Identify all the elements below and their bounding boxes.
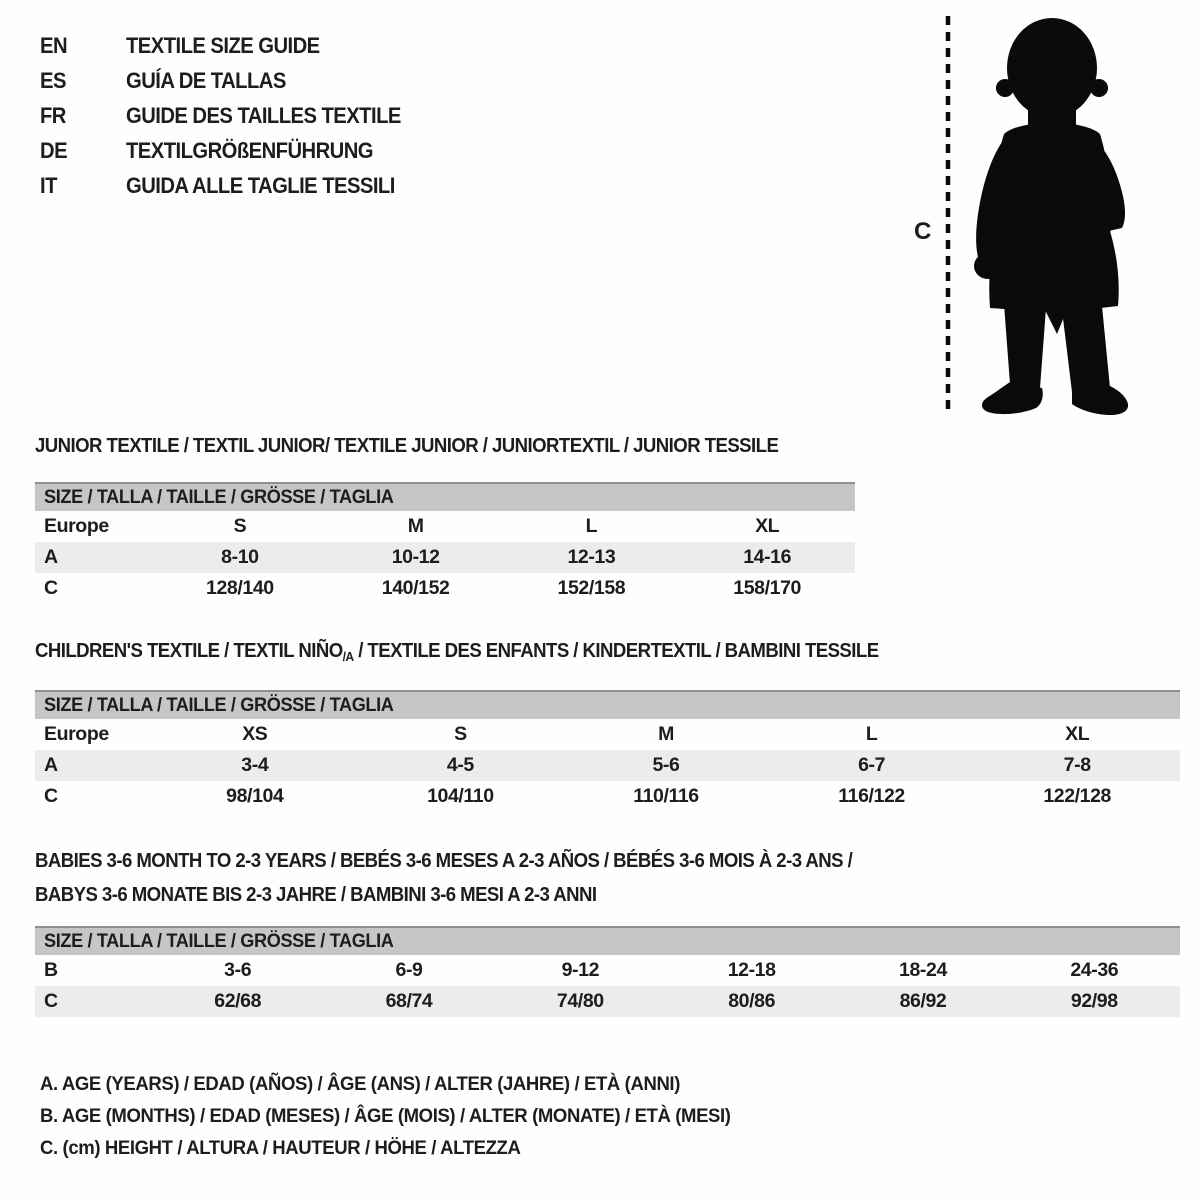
- size-cell: S: [233, 515, 247, 537]
- row-label-b: B: [44, 959, 58, 981]
- height-cell: 128/140: [206, 577, 274, 599]
- children-title-pre: CHILDREN'S TEXTILE / TEXTIL NIÑO: [35, 640, 343, 662]
- height-cell: 116/122: [838, 785, 905, 807]
- guide-title-de: TEXTILGRÖßENFÜHRUNG: [126, 137, 374, 163]
- lang-row-en: [40, 28, 425, 63]
- months-cell: 6-9: [395, 959, 423, 981]
- row-label-europe: Europe: [44, 723, 109, 745]
- age-cell: 8-10: [221, 546, 259, 568]
- age-cell: 10-12: [391, 546, 440, 568]
- size-cell: XS: [242, 723, 268, 745]
- size-cell: M: [658, 723, 674, 745]
- height-cell: 68/74: [385, 990, 433, 1012]
- babies-size-header-band: [35, 926, 1180, 955]
- table-row: [35, 511, 855, 542]
- age-cell: 12-13: [567, 546, 616, 568]
- months-cell: 3-6: [224, 959, 252, 981]
- height-cell: 110/116: [633, 785, 699, 807]
- size-header-label: SIZE / TALLA / TAILLE / GRÖSSE / TAGLIA: [44, 486, 394, 508]
- age-cell: 4-5: [446, 754, 474, 776]
- row-label-c: C: [44, 785, 58, 807]
- babies-title-line2: BABYS 3-6 MONATE BIS 2-3 JAHRE / BAMBINI 3-6 MESI A 2-3 ANNI: [35, 884, 597, 906]
- babies-title-line1: BABIES 3-6 MONTH TO 2-3 YEARS / BEBÉS 3-6 MESES A 2-3 AÑOS / BÉBÉS 3-6 MOIS À 2-3 ANS /: [35, 850, 853, 872]
- months-cell: 9-12: [561, 959, 600, 981]
- language-title-list: [40, 28, 425, 203]
- height-cell: 74/80: [556, 990, 604, 1012]
- lang-row-it: [40, 168, 425, 203]
- height-cell: 152/158: [557, 577, 626, 599]
- lang-code: ES: [40, 67, 66, 93]
- children-title-post: / TEXTILE DES ENFANTS / KINDERTEXTIL / BAMBINI TESSILE: [353, 640, 879, 662]
- row-label-c: C: [44, 577, 58, 599]
- height-cell: 140/152: [381, 577, 450, 599]
- table-row: [35, 542, 855, 573]
- age-cell: 6-7: [858, 754, 886, 776]
- height-cell: 98/104: [226, 785, 284, 807]
- table-row: [35, 719, 1180, 750]
- guide-title-fr: GUIDE DES TAILLES TEXTILE: [126, 102, 401, 128]
- junior-size-header-band: [35, 482, 855, 511]
- height-cell: 86/92: [899, 990, 947, 1012]
- lang-row-de: [40, 133, 425, 168]
- guide-title-es: GUÍA DE TALLAS: [126, 67, 286, 93]
- age-cell: 7-8: [1063, 754, 1091, 776]
- junior-textile-section: [35, 434, 855, 604]
- note-height-cm: C. (cm) HEIGHT / ALTURA / HAUTEUR / HÖHE / ALTEZZA: [40, 1137, 521, 1159]
- note-age-years: A. AGE (YEARS) / EDAD (AÑOS) / ÂGE (ANS) / ALTER (JAHRE) / ETÀ (ANNI): [40, 1073, 681, 1095]
- lang-row-es: [40, 63, 425, 98]
- age-cell: 14-16: [743, 546, 792, 568]
- height-cell: 104/110: [427, 785, 494, 807]
- height-cell: 62/68: [214, 990, 262, 1012]
- table-row: [35, 750, 1180, 781]
- size-cell: S: [454, 723, 467, 745]
- height-cell: 122/128: [1043, 785, 1112, 807]
- legend-notes: [40, 1068, 767, 1164]
- lang-code: DE: [40, 137, 68, 163]
- row-label-a: A: [44, 754, 58, 776]
- toddler-silhouette-icon: [960, 16, 1140, 416]
- children-textile-section: [35, 639, 1180, 812]
- children-table-title: [35, 639, 1100, 665]
- height-cell: 92/98: [1070, 990, 1118, 1012]
- size-header-label: SIZE / TALLA / TAILLE / GRÖSSE / TAGLIA: [44, 930, 394, 952]
- size-cell: XL: [1065, 723, 1090, 745]
- babies-table-title: [35, 844, 1100, 912]
- note-age-months: B. AGE (MONTHS) / EDAD (MESES) / ÂGE (MOIS) / ALTER (MONATE) / ETÀ (MESI): [40, 1105, 731, 1127]
- guide-title-en: TEXTILE SIZE GUIDE: [126, 32, 320, 58]
- height-cell: 158/170: [733, 577, 801, 599]
- months-cell: 12-18: [727, 959, 776, 981]
- size-cell: L: [865, 723, 878, 745]
- months-cell: 18-24: [899, 959, 947, 981]
- lang-code: EN: [40, 32, 68, 58]
- babies-textile-section: [35, 844, 1180, 1017]
- age-cell: 5-6: [652, 754, 680, 776]
- table-row: [35, 781, 1180, 812]
- size-cell: XL: [755, 515, 780, 537]
- row-label-europe: Europe: [44, 515, 109, 537]
- size-cell: L: [585, 515, 598, 537]
- table-row: [35, 573, 855, 604]
- lang-row-fr: [40, 98, 425, 133]
- months-cell: 24-36: [1070, 959, 1119, 981]
- children-title-subscript: /A: [342, 649, 354, 664]
- table-row: [35, 986, 1180, 1017]
- height-measure-label: C: [914, 218, 932, 245]
- guide-title-it: GUIDA ALLE TAGLIE TESSILI: [126, 172, 395, 198]
- size-header-label: SIZE / TALLA / TAILLE / GRÖSSE / TAGLIA: [44, 694, 394, 716]
- row-label-c: C: [44, 990, 58, 1012]
- age-cell: 3-4: [241, 754, 269, 776]
- lang-code: IT: [40, 172, 57, 198]
- lang-code: FR: [40, 102, 66, 128]
- size-cell: M: [407, 515, 424, 537]
- height-cell: 80/86: [728, 990, 776, 1012]
- junior-table-title: JUNIOR TEXTILE / TEXTIL JUNIOR/ TEXTILE JUNIOR / JUNIORTEXTIL / JUNIOR TESSILE: [35, 435, 779, 457]
- row-label-a: A: [44, 546, 58, 568]
- table-row: [35, 955, 1180, 986]
- children-size-header-band: [35, 690, 1180, 719]
- height-measure-dashed-line: [944, 16, 952, 416]
